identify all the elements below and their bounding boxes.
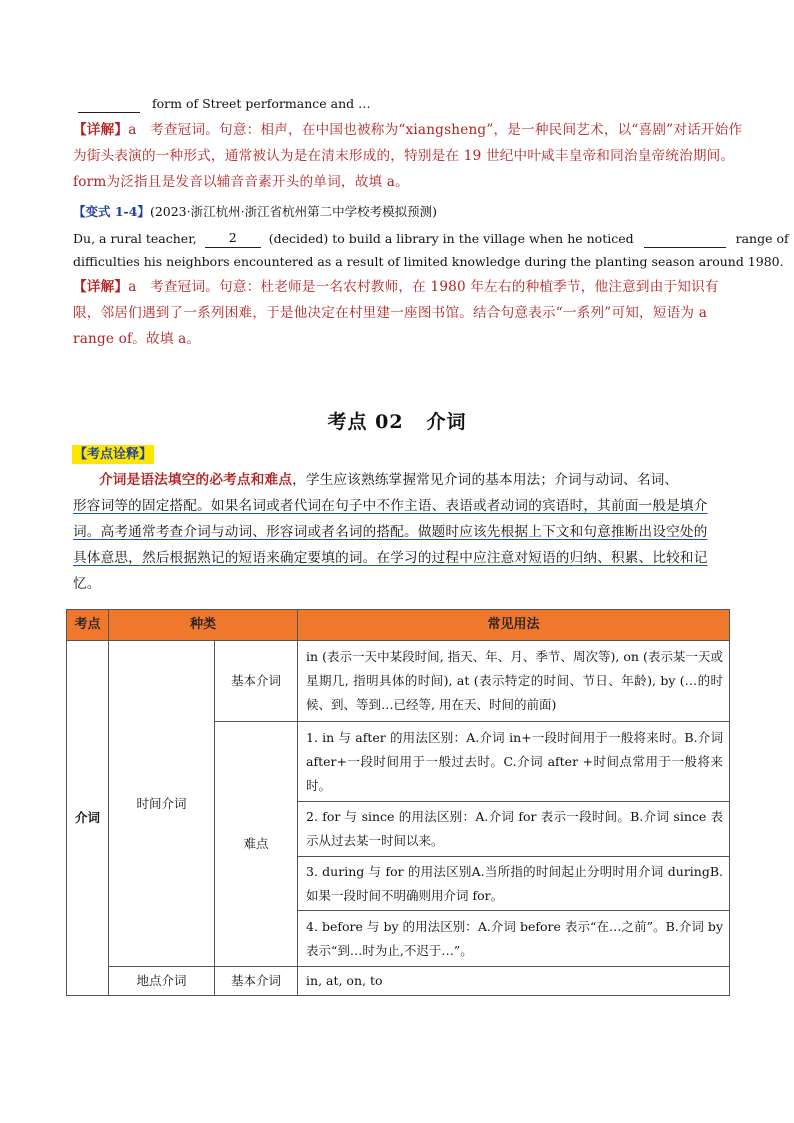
section-tag: 【考点诠释】 <box>74 447 153 462</box>
category-cell: 介词 <box>67 641 109 996</box>
fragment-text: form of Street performance and … <box>151 96 371 111</box>
difficulty-2: 2. for 与 since 的用法区别：A.介词 for 表示一段时间。B.介词 since 表示从过去某一时间以来。 <box>298 802 730 857</box>
table-row <box>67 967 730 996</box>
preposition-table <box>66 609 730 996</box>
difficulty-1: 1. in 与 after 的用法区别：A.介词 in+一段时间用于一般将来时。B.介词 after+一段时间用于一般过去时。C.介词 after +时间点常用于一般将来时。 <box>298 722 730 802</box>
difficulty-3: 3. during 与 for 的用法区别A.当所指的时间起止分明时用介词 duringB.如果一段时间不明确则用介词 for。 <box>298 857 730 911</box>
header-kaodian: 考点 <box>67 610 109 641</box>
detail-1-block <box>0 118 794 198</box>
header-usage: 常见用法 <box>298 610 730 641</box>
place-prep-cell: 地点介词 <box>109 967 215 996</box>
detail-2-line-2: 限，邻居们遇到了一系列困难，于是他决定在村里建一座图书馆。结合句意表示“一系列”可知，短语为 a <box>73 305 708 321</box>
detail-1-line-1: 【详解】a 考查冠词。句意：相声，在中国也被称为“xiangsheng”，是一种民间艺术，以“喜剧”对话开始作 <box>73 122 743 138</box>
difficult-cell: 难点 <box>215 722 298 967</box>
time-prep-cell: 时间介词 <box>109 641 215 967</box>
variant-label: 【变式 1-4】 <box>73 204 150 219</box>
answer-blank <box>644 232 726 248</box>
section-title: 考点 02 介词 <box>327 411 467 433</box>
detail-2-line-1: 【详解】a 考查冠词。句意：杜老师是一名农村教师，在 1980 年左右的种植季节，他注意到由于知识有 <box>73 279 719 295</box>
time-basic-usage: in (表示一天中某段时间, 指天、年、月、季节、周次等), on (表示某一天或星期几, 指明具体的时间), at (表示特定的时间、节日、年龄), by (…的时候、到、等到…已经等, 用在天、时间的前面) <box>298 641 730 722</box>
answer-blank <box>78 97 140 113</box>
detail-answer: a <box>128 122 137 138</box>
header-zhonglei: 种类 <box>109 610 298 641</box>
table-row <box>67 641 730 722</box>
intro-paragraph: 介词是语法填空的必考点和难点，学生应该熟练掌握常见介词的基本用法；介词与动词、名词、 形容词等的固定搭配。如果名词或者代词在句子中不作主语、表语或者动词的宾语时，其前面一般是填介 词。高考通常考查介词与动词、形容词或者名词的搭配。做题时应该先根据上下文和句意推断出设空处的 具体意思，然后根据熟记的短语来确定要填的词。在学习的过程中应注意对短语的归纳、积累、比较和记 忆。 <box>73 472 708 592</box>
table-header-row <box>67 610 730 641</box>
intro-bold-lead: 介词是语法填空的必考点和难点 <box>99 472 293 488</box>
detail-2-block <box>0 275 794 355</box>
top-fragment-line <box>78 95 371 113</box>
place-basic-usage: in, at, on, to <box>298 967 730 996</box>
variant-header <box>73 203 437 221</box>
blank-2: 2 <box>205 229 261 248</box>
variant-line-1: Du, a rural teacher, 2 (decided) to build a library in the village when he noticed range of <box>73 230 789 246</box>
variant-source: (2023·浙江杭州·浙江省杭州第二中学校考模拟预测) <box>149 204 437 219</box>
basic-prep-cell: 基本介词 <box>215 641 298 722</box>
detail-1-line-2: 为街头表演的一种形式，通常被认为是在清末形成的，特别是在 19 世纪中叶咸丰皇帝和同治皇帝统治期间。 <box>73 148 735 164</box>
detail-label: 【详解】 <box>73 122 129 138</box>
detail-1-line-3: form为泛指且是发音以辅音音素开头的单词，故填 a。 <box>73 174 409 190</box>
difficulty-4: 4. before 与 by 的用法区别：A.介词 before 表示“在…之前”。B.介词 by表示“到…时为止,不迟于…”。 <box>298 911 730 967</box>
variant-line-2: difficulties his neighbors encountered as a result of limited knowledge during the planting season around 1980. <box>73 254 784 269</box>
basic-prep-cell-2: 基本介词 <box>215 967 298 996</box>
detail-2-line-3: range of。故填 a。 <box>73 331 201 347</box>
